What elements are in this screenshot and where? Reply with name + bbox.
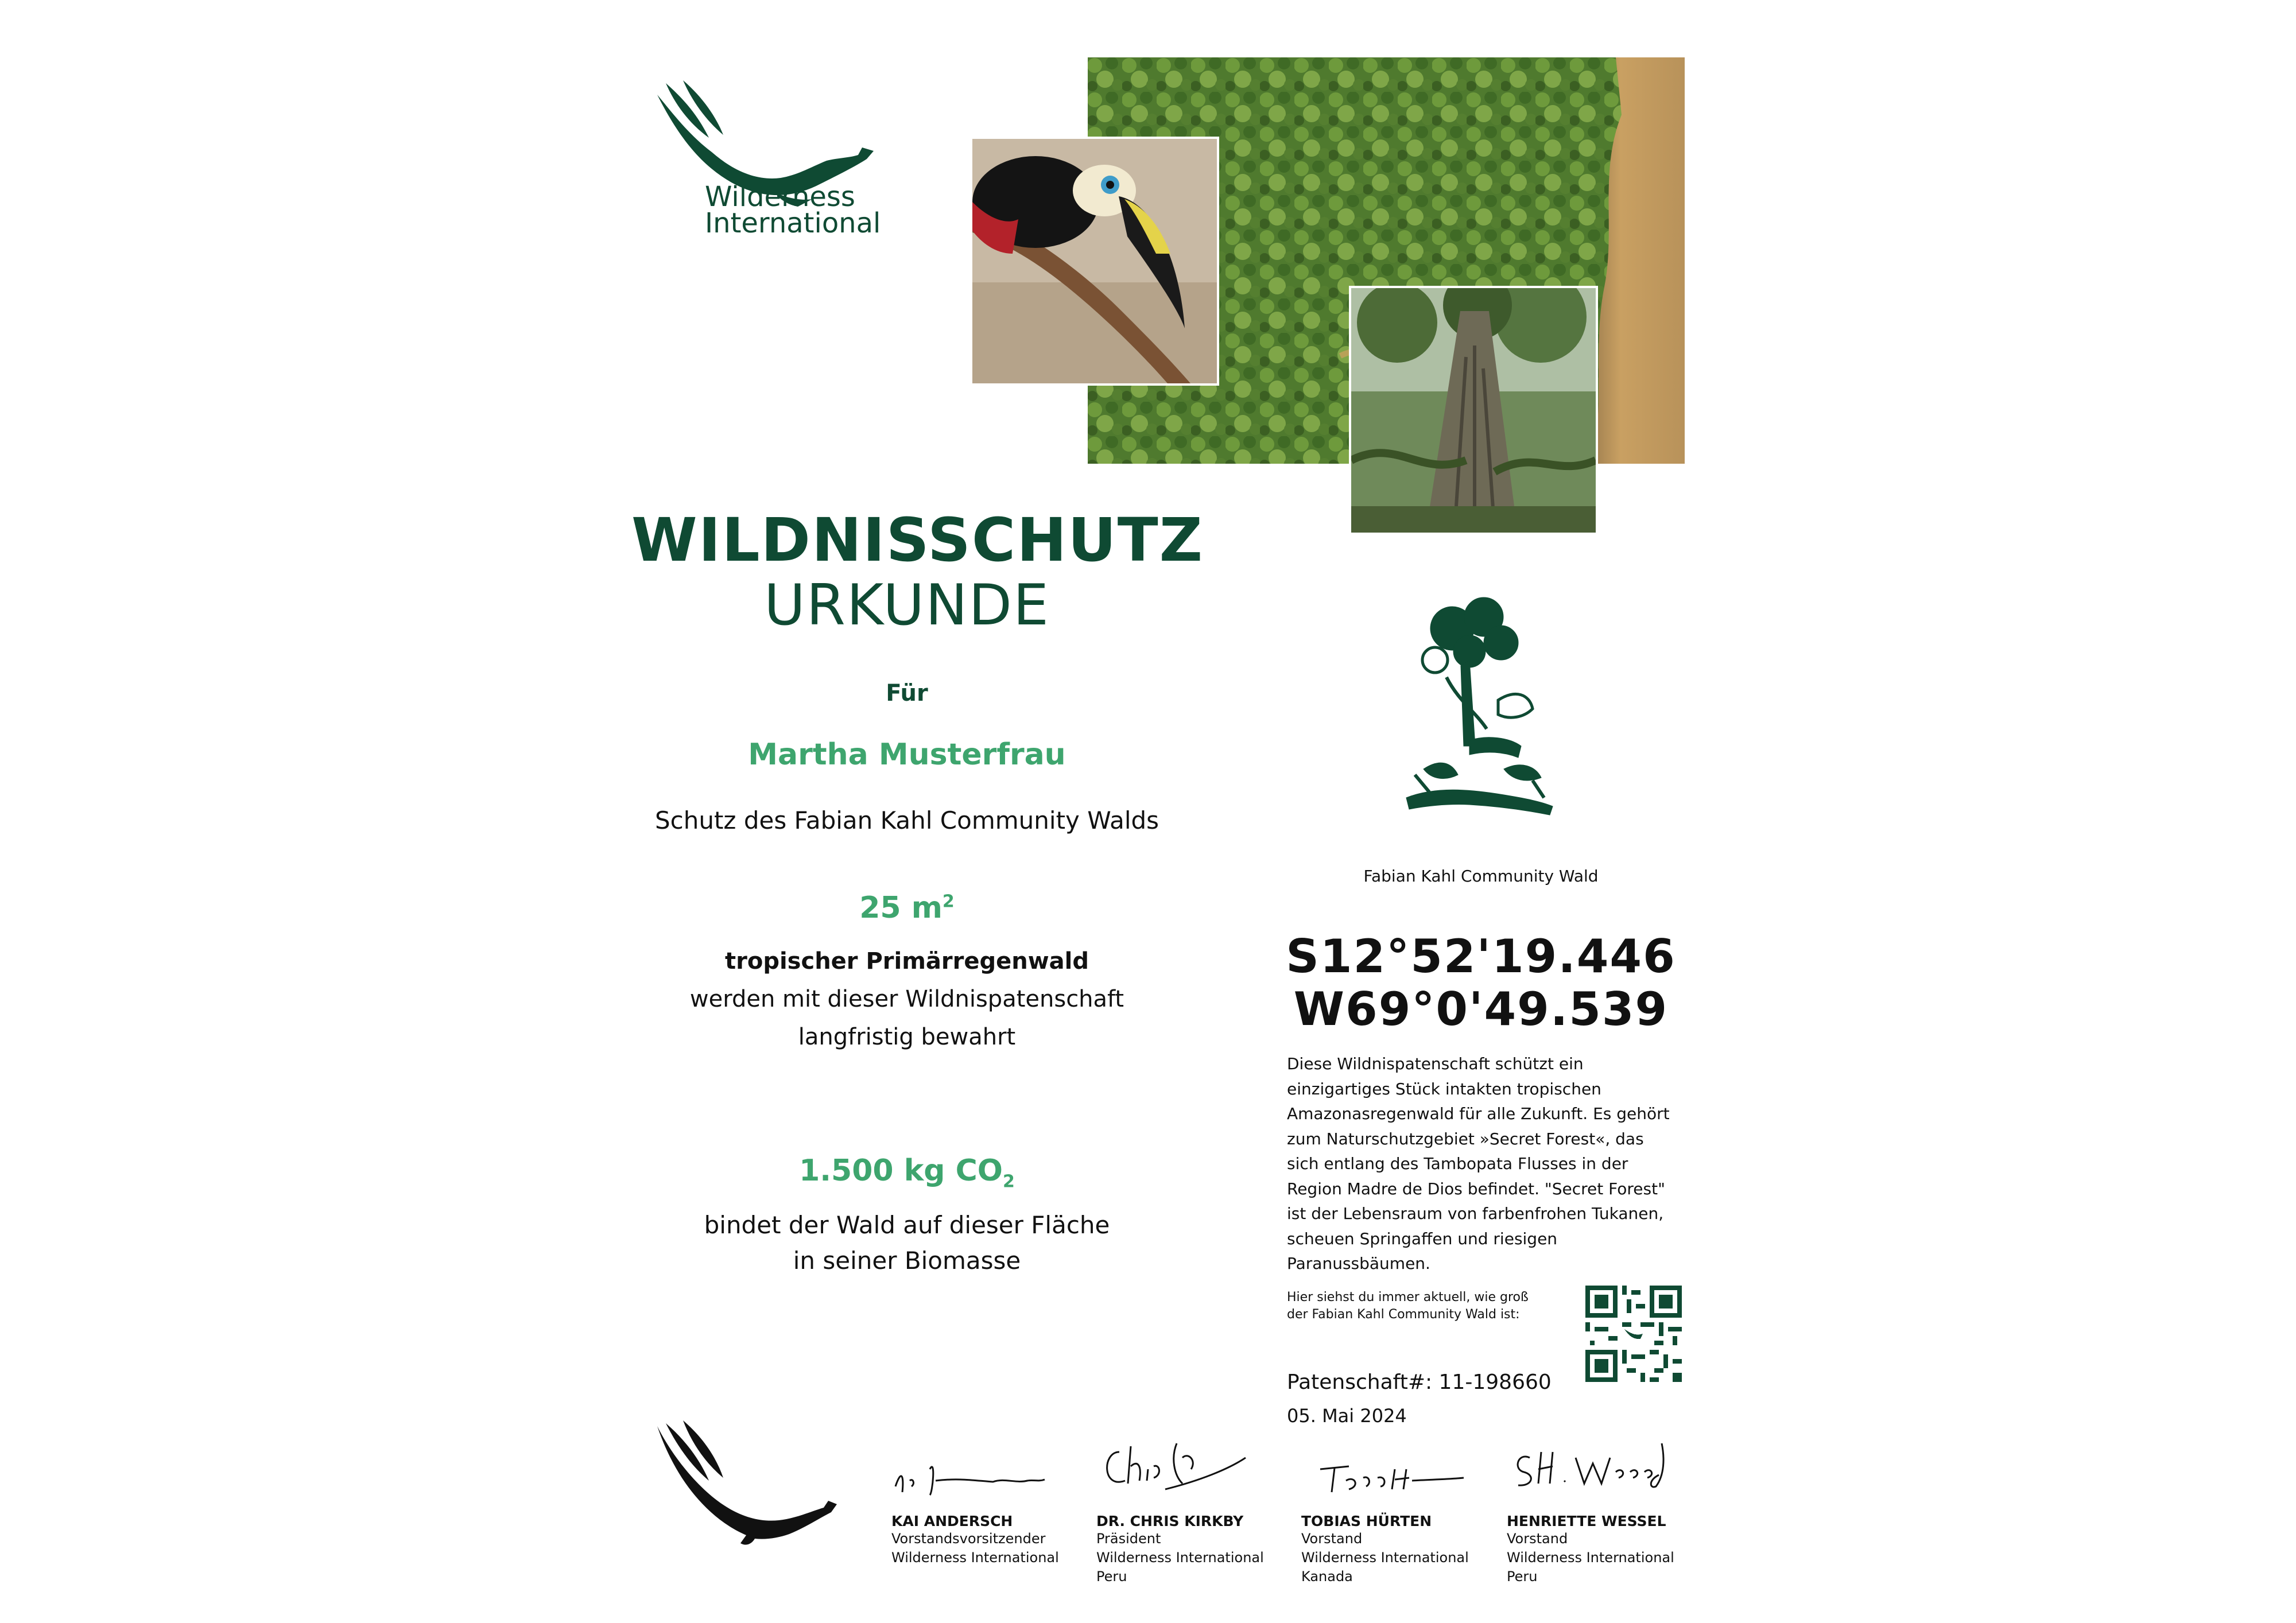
signature-2: [1096, 1435, 1292, 1498]
rainforest-emblem-icon: [1389, 597, 1561, 838]
signatory-role: Peru: [1096, 1568, 1127, 1585]
signatory-3: [1301, 1513, 1496, 1586]
description-line: ist der Lebensraum von farbenfrohen Tukanen,: [1287, 1204, 1664, 1223]
signatory-role: Wilderness International: [1301, 1550, 1469, 1566]
coordinate-longitude: W69°0'49.539: [1293, 983, 1669, 1036]
signatory-4: [1507, 1513, 1702, 1586]
description-line: Amazonasregenwald für alle Zukunft. Es gehört: [1287, 1104, 1670, 1123]
forest-description: [1287, 1051, 1689, 1276]
qr-hint-line-2: der Fabian Kahl Community Wald ist:: [1287, 1307, 1520, 1322]
qr-code[interactable]: [1585, 1286, 1682, 1382]
co2-amount: [631, 1154, 1182, 1191]
signatory-role: Peru: [1507, 1568, 1538, 1585]
signatory-name: HENRIETTE WESSEL: [1507, 1513, 1666, 1529]
logo-text: [705, 181, 881, 239]
signatory-role: Wilderness International: [891, 1550, 1059, 1566]
description-line: scheuen Springaffen und riesigen: [1287, 1229, 1558, 1248]
issue-date: 05. Mai 2024: [1287, 1405, 1407, 1427]
signatory-name: TOBIAS HÜRTEN: [1301, 1513, 1432, 1529]
signatory-role: Wilderness International: [1507, 1550, 1674, 1566]
protected-area: [631, 891, 1182, 925]
co2-value: 1.500 kg CO: [799, 1154, 1003, 1188]
description-line: Region Madre de Dios befindet. "Secret Forest": [1287, 1179, 1665, 1198]
coordinate-latitude: S12°52'19.446: [1286, 930, 1676, 983]
signatory-role: Vorstand: [1301, 1531, 1363, 1547]
description-line: einzigartiges Stück intakten tropischen: [1287, 1079, 1601, 1098]
sponsorship-number: Patenschaft#: 11-198660: [1287, 1370, 1552, 1394]
signatory-1: [891, 1513, 1087, 1567]
giant-tree-photo: [1349, 286, 1598, 535]
forest-description-line-1: werden mit dieser Wildnispatenschaft: [689, 986, 1124, 1012]
qr-hint: [1287, 1289, 1574, 1323]
logo-line-1: Wilderness: [705, 181, 855, 213]
for-label: Für: [886, 680, 928, 706]
signatory-role: Vorstandsvorsitzender: [891, 1531, 1046, 1547]
project-name: Schutz des Fabian Kahl Community Walds: [654, 806, 1159, 834]
description-line: sich entlang des Tambopata Flusses in der: [1287, 1154, 1628, 1173]
recipient-name: Martha Musterfrau: [748, 737, 1066, 772]
eagle-silhouette-icon: [654, 1420, 838, 1547]
signatory-role: Kanada: [1301, 1568, 1353, 1585]
area-unit-exponent: 2: [942, 891, 955, 912]
signature-1: [890, 1446, 1085, 1509]
description-line: Diese Wildnispatenschaft schützt ein: [1287, 1054, 1584, 1073]
forest-description-line-2: langfristig bewahrt: [798, 1024, 1016, 1050]
signature-4: [1507, 1435, 1702, 1498]
description-line: zum Naturschutzgebiet »Secret Forest«, das: [1287, 1129, 1644, 1148]
forest-label: Fabian Kahl Community Wald: [1363, 867, 1599, 886]
description-line: Paranussbäumen.: [1287, 1254, 1430, 1273]
certificate-title: WILDNISSCHUTZ: [631, 505, 1204, 575]
co2-description-line-1: bindet der Wald auf dieser Fläche: [704, 1211, 1110, 1239]
logo-line-2: International: [705, 207, 881, 239]
signatory-2: [1096, 1513, 1292, 1586]
co2-description-line-2: in seiner Biomasse: [793, 1247, 1021, 1275]
forest-type: tropischer Primärregenwald: [725, 948, 1089, 974]
signatory-name: KAI ANDERSCH: [891, 1513, 1013, 1529]
area-value: 25 m: [859, 891, 943, 925]
signatory-role: Vorstand: [1507, 1531, 1568, 1547]
signature-3: [1314, 1446, 1510, 1509]
certificate-subtitle: URKUNDE: [764, 573, 1050, 638]
qr-hint-line-1: Hier siehst du immer aktuell, wie groß: [1287, 1290, 1529, 1304]
signatory-role: Wilderness International: [1096, 1550, 1264, 1566]
co2-subscript: 2: [1002, 1171, 1015, 1192]
toucan-photo: [970, 137, 1219, 386]
signatory-name: DR. CHRIS KIRKBY: [1096, 1513, 1244, 1529]
signatory-role: Präsident: [1096, 1531, 1161, 1547]
